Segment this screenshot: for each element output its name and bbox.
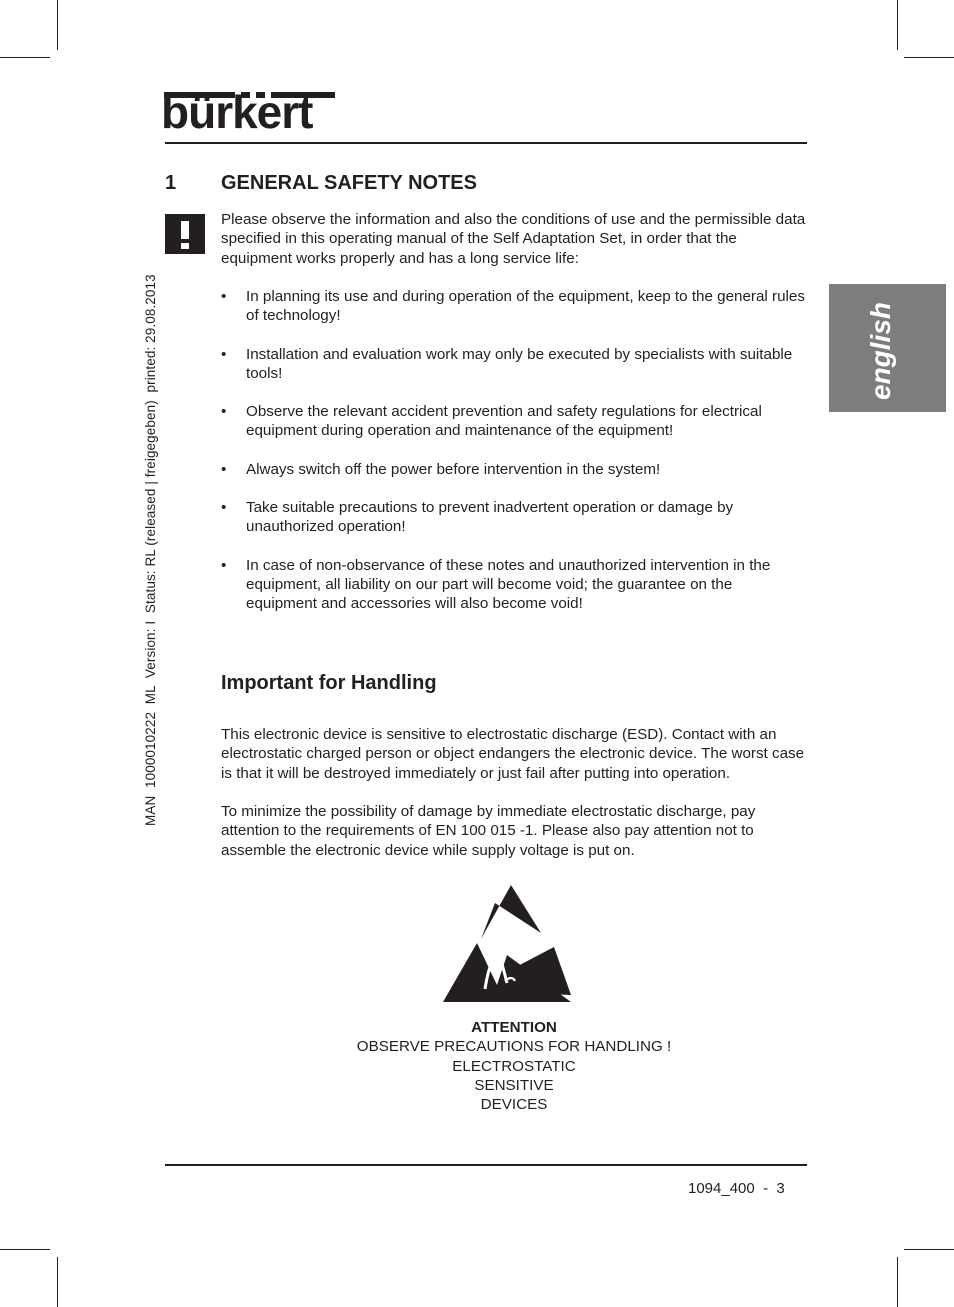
list-item xyxy=(221,460,806,479)
crop-mark xyxy=(904,57,954,58)
list-item-text: Installation and evaluation work may only be executed by specialists with suitable tools! xyxy=(246,345,793,382)
bullet-dot: • xyxy=(221,556,227,574)
handling-paragraph: This electronic device is sensitive to electrostatic discharge (ESD). Contact with an electrostatic charged person or object endangers the electronic device. The worst case is that it will be destroyed immediately or just fail after putting into operation. xyxy=(221,726,805,782)
list-item xyxy=(221,556,806,614)
header-rule xyxy=(165,142,807,144)
attention-title: ATTENTION xyxy=(471,1019,557,1036)
attention-notice xyxy=(314,1018,714,1114)
bullet-dot: • xyxy=(221,460,227,478)
list-item-text: Always switch off the power before intervention in the system! xyxy=(246,460,661,478)
list-item-text: In case of non-observance of these notes and unauthorized intervention in the equipment, all liability on our part will become void; the guarantee on the equipment and accessories will also become void! xyxy=(246,556,771,613)
list-item-text: Take suitable precautions to prevent inadvertent operation or damage by unauthorized operation! xyxy=(246,499,734,536)
brand-logo xyxy=(161,86,335,138)
bullet-dot: • xyxy=(221,288,227,305)
handling-paragraph: To minimize the possibility of damage by immediate electrostatic discharge, pay attention to the requirements of EN 100 015 -1. Please also pay attention not to assemble the electronic device while supply voltage is put on. xyxy=(221,803,756,859)
attention-line: ELECTROSTATIC xyxy=(452,1057,576,1075)
crop-mark xyxy=(0,1249,50,1250)
crop-mark xyxy=(57,1257,58,1307)
warning-box xyxy=(165,214,205,254)
attention-line: DEVICES xyxy=(480,1096,548,1114)
section-number: 1 xyxy=(165,172,177,194)
page-reference: 1094_400 - 3 xyxy=(688,1180,785,1197)
list-item xyxy=(221,498,806,537)
crop-mark xyxy=(904,1249,954,1250)
crop-mark xyxy=(57,0,58,50)
brand-name: bürkert xyxy=(161,86,313,138)
esd-warning-icon xyxy=(443,885,571,1003)
footer-rule xyxy=(165,1164,807,1166)
intro-paragraph: Please observe the information and also the conditions of use and the permissible data specified in this operating manual of the Self Adaptation Set, in order that the equipment works properly and has a long service life: xyxy=(221,211,806,267)
crop-mark xyxy=(897,1257,898,1307)
document-version-note: MAN 1000010222 ML Version: I Status: RL (released | freigegeben) printed: 29.08.2013 xyxy=(143,274,158,826)
list-item xyxy=(221,345,806,384)
list-item xyxy=(221,287,806,326)
language-tab xyxy=(829,284,946,412)
safety-notes-list xyxy=(221,287,806,633)
attention-line: SENSITIVE xyxy=(474,1076,554,1094)
bullet-dot: • xyxy=(221,345,227,363)
language-label: english xyxy=(865,301,896,400)
crop-mark xyxy=(0,57,50,58)
crop-mark xyxy=(897,0,898,50)
list-item xyxy=(221,402,806,441)
attention-line: OBSERVE PRECAUTIONS FOR HANDLING ! xyxy=(356,1038,672,1056)
bullet-dot: • xyxy=(221,403,227,421)
section-title: GENERAL SAFETY NOTES xyxy=(221,172,477,194)
exclamation-icon xyxy=(165,214,205,254)
list-item-text: In planning its use and during operation of the equipment, keep to the general rules of technology! xyxy=(246,288,805,325)
handling-title: Important for Handling xyxy=(221,672,437,694)
list-item-text: Observe the relevant accident prevention and safety regulations for electrical equipment during operation and maintenance of the equipment! xyxy=(246,403,762,440)
bullet-dot: • xyxy=(221,499,227,517)
